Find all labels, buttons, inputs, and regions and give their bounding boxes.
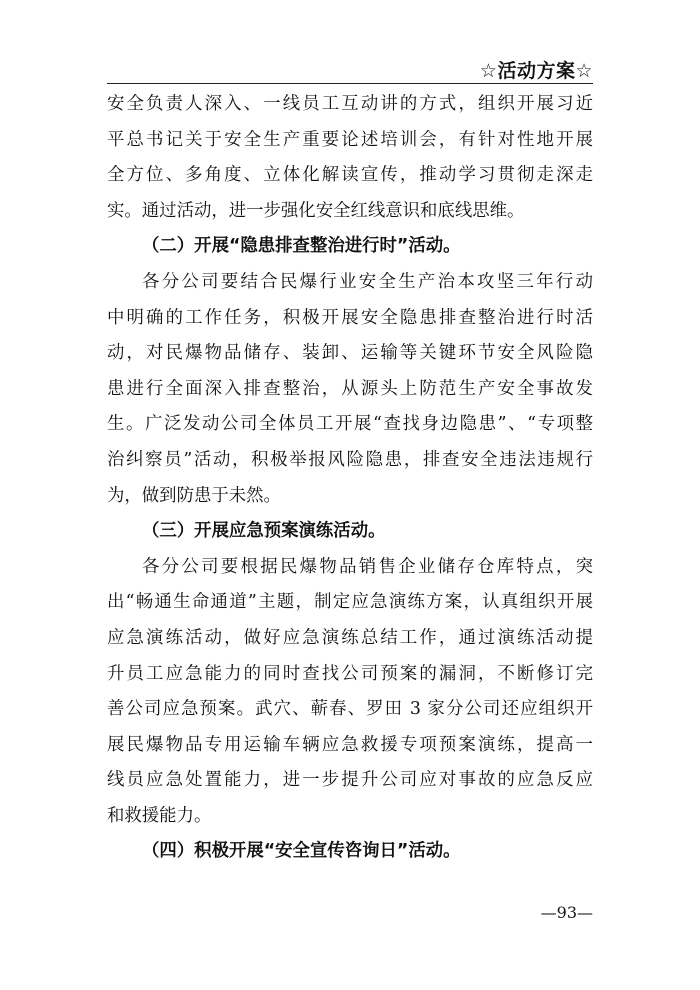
paragraph-line: 实。通过活动，进一步强化安全红线意识和底线思维。: [107, 200, 525, 221]
paragraph-line: 应急演练活动，做好应急演练总结工作，通过演练活动提: [107, 627, 593, 648]
paragraph-line: 安全负责人深入、一线员工互动讲的方式，组织开展习近: [107, 94, 593, 114]
header-divider: [107, 83, 593, 84]
paragraph-line: 平总书记关于安全生产重要论述培训会，有针对性地开展: [107, 129, 593, 150]
paragraph-line: 善公司应急预案。武穴、蕲春、罗田 3 家分公司还应组织开: [107, 699, 593, 720]
paragraph-line: 线员应急处置能力，进一步提升公司应对事故的应急反应: [107, 770, 593, 791]
paragraph-line: 动，对民爆物品储存、装卸、运输等关键环节安全风险隐: [107, 343, 593, 364]
paragraph: [107, 265, 593, 514]
paragraph-line: 出“畅通生命通道”主题，制定应急演练方案，认真组织开展: [107, 592, 593, 613]
paragraph: [107, 87, 593, 229]
paragraph-line: 各分公司要根据民爆物品销售企业储存仓库特点，突: [142, 556, 593, 577]
header-title: ☆活动方案☆: [479, 60, 593, 82]
paragraph-line: 全方位、多角度、立体化解读宣传，推动学习贯彻走深走: [107, 165, 593, 186]
paragraph-line: 升员工应急能力的同时查找公司预案的漏洞，不断修订完: [107, 663, 593, 684]
paragraph-line: 中明确的工作任务，积极开展安全隐患排查整治进行时活: [107, 307, 593, 328]
paragraph: [107, 550, 593, 835]
document-body: [107, 87, 593, 870]
paragraph-line: 展民爆物品专用运输车辆应急救援专项预案演练，提高一: [107, 734, 593, 755]
paragraph-line: 各分公司要结合民爆行业安全生产治本攻坚三年行动: [142, 271, 593, 292]
section-heading: （二）开展“隐患排查整治进行时”活动。: [142, 236, 461, 257]
paragraph-line: 和救援能力。: [107, 805, 212, 826]
page-number: —93—: [540, 903, 593, 922]
section-heading: （三）开展应急预案演练活动。: [142, 521, 386, 542]
paragraph-line: 患进行全面深入排查整治，从源头上防范生产安全事故发: [107, 378, 593, 399]
paragraph-line: 治纠察员”活动，积极举报风险隐患，排查安全违法违规行: [107, 449, 593, 470]
paragraph-line: 生。广泛发动公司全体员工开展“查找身边隐患”、“专项整: [107, 414, 593, 435]
section-heading: （四）积极开展“安全宣传咨询日”活动。: [142, 841, 461, 862]
paragraph-line: 为，做到防患于未然。: [107, 485, 281, 506]
